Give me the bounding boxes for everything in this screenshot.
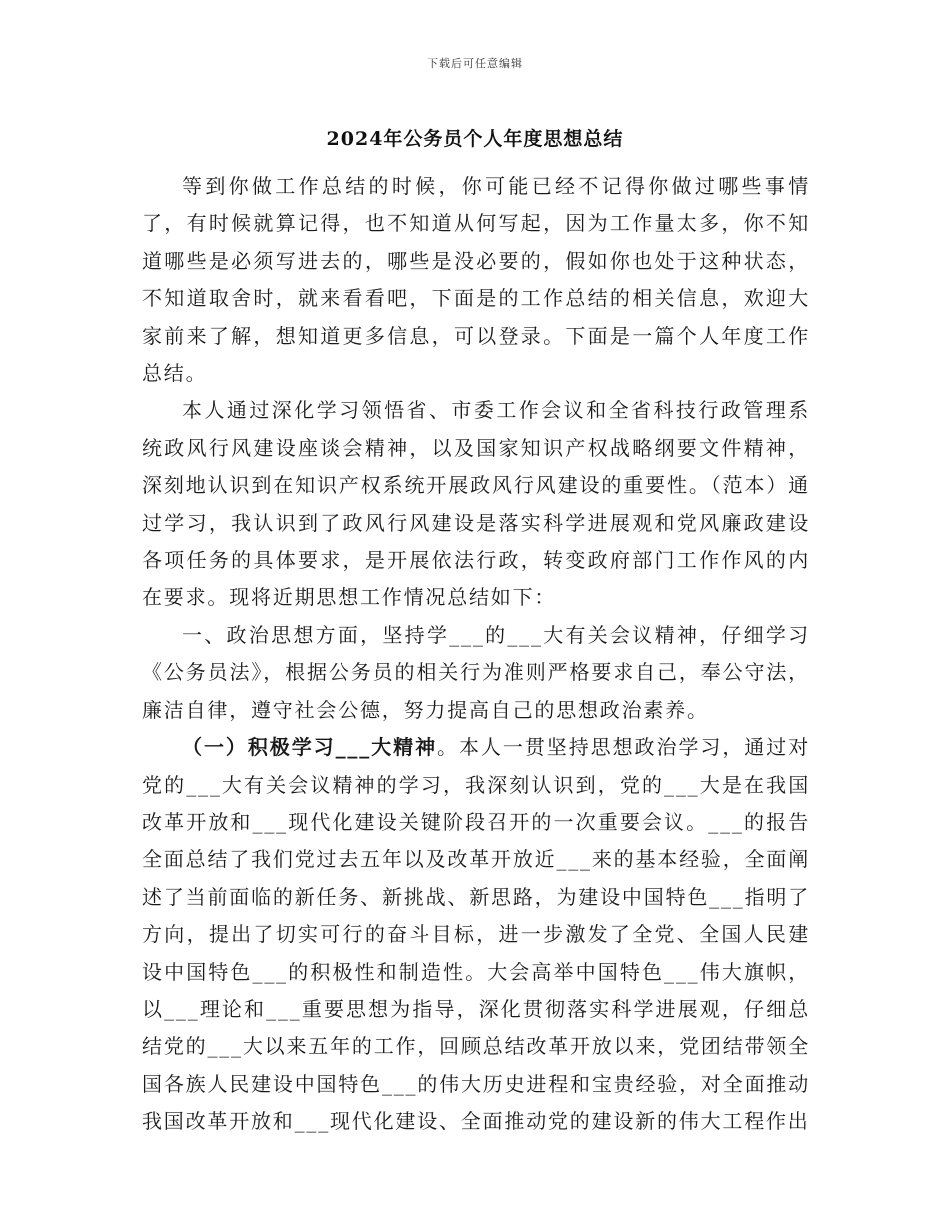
paragraph-section-one: [142, 729, 810, 1140]
document-body: [142, 168, 810, 1141]
section-one-heading: （一）积极学习___大精神: [182, 735, 438, 760]
section-one-text: 。本人一贯坚持思想政治学习，通过对党的___大有关会议精神的学习，我深刻认识到，党的___大是在我国改革开放和___现代化建设关键阶段召开的一次重要会议。___的报告全面总结了我们党过去五年以及改革开放近___来的基本经验，全面阐述了当前面临的新任务、新挑战、新思路，为建设中国特色___指明了方向，提出了切实可行的奋斗目标，进一步激发了全党、全国人民建设中国特色___的积极性和制造性。大会高举中国特色___伟大旗帜，以___理论和___重要思想为指导，深化贯彻落实科学进展观，仔细总结党的___大以来五年的工作，回顾总结改革开放以来，党团结带领全国各族人民建设中国特色___的伟大历史进程和宝贵经验，对全面推动我国改革开放和___现代化建设、全面推动党的建设新的伟大工程作出: [142, 735, 810, 1134]
header-note: 下载后可任意编辑: [427, 57, 523, 70]
paragraph-intro: 等到你做工作总结的时候，你可能已经不记得你做过哪些事情了，有时候就算记得，也不知道从何写起，因为工作量太多，你不知道哪些是必须写进去的，哪些是没必要的，假如你也处于这种状态，不知道取舍时，就来看看吧，下面是的工作总结的相关信息，欢迎大家前来了解，想知道更多信息，可以登录。下面是一篇个人年度工作总结。: [142, 174, 810, 386]
paragraph-study: 本人通过深化学习领悟省、市委工作会议和全省科技行政管理系统政风行风建设座谈会精神，以及国家知识产权战略纲要文件精神，深刻地认识到在知识产权系统开展政风行风建设的重要性。（范本）通过学习，我认识到了政风行风建设是落实科学进展观和党风廉政建设各项任务的具体要求，是开展依法行政，转变政府部门工作作风的内在要求。现将近期思想工作情况总结如下：: [142, 398, 810, 610]
paragraph-political-thought: 一、政治思想方面，坚持学___的___大有关会议精神，仔细学习《公务员法》，根据公务员的相关行为准则严格要求自己，奉公守法，廉洁自律，遵守社会公德，努力提高自己的思想政治素养。: [142, 622, 810, 722]
document-title: 2024年公务员个人年度思想总结: [326, 128, 624, 150]
